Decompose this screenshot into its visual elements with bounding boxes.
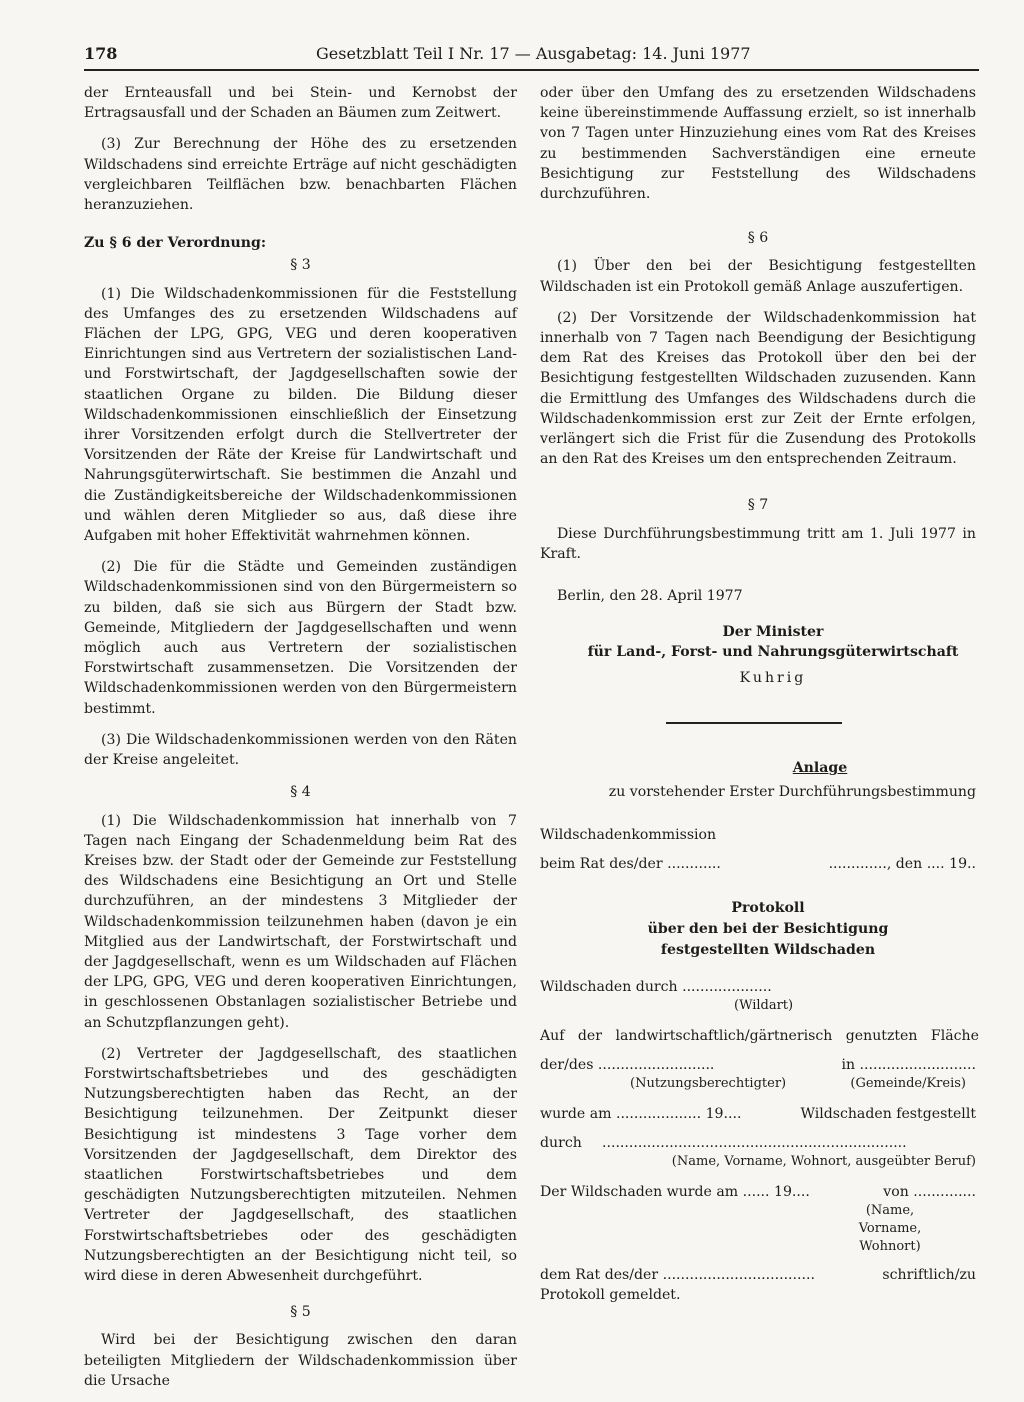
annex-title: Anlage: [792, 760, 848, 777]
intro-paragraph: der Ernteausfall und bei Stein- und Kernobst der Ertragsausfall und der Schaden an Bäumen zum Zeitwert.: [84, 85, 517, 122]
section-6-paragraph-1: (1) Über den bei der Besichtigung festgestellten Wildschaden ist ein Protokoll gemäß Anlage auszufertigen.: [540, 258, 976, 295]
area-line: Auf der landwirtschaftlich/gärtnerisch genutzten Fläche: [540, 1027, 979, 1044]
right-column: [540, 83, 979, 1305]
section-4-heading: § 4: [290, 784, 311, 801]
by-line: durch ....................................................................: [540, 1134, 907, 1151]
gazette-title: Gesetzblatt Teil I Nr. 17 — Ausgabetag: 14. Juni 1977: [316, 44, 751, 63]
left-column: [84, 83, 517, 1402]
determined-line: wurde am ................... 19.... Wildschaden festgestellt: [540, 1105, 976, 1122]
page-header: [84, 44, 984, 68]
paragraph-2-3: (3) Zur Berechnung der Höhe des zu ersetzenden Wildschadens sind erreichte Erträge auf nicht geschädigten vergleichbaren Teilflächen bzw. benachbarten Flächen heranzuziehen.: [84, 136, 517, 214]
page-number: 178: [84, 44, 118, 63]
game-species-line: Wildschaden durch ....................: [540, 978, 772, 995]
place-and-date: Berlin, den 28. April 1977: [557, 588, 743, 605]
section-7-paragraph: Diese Durchführungsbestimmung tritt am 1. Juli 1977 in Kraft.: [540, 525, 976, 562]
owner-captions: (Nutzungsberechtigter) (Gemeinde/Kreis): [630, 1075, 966, 1091]
protocol-form: [540, 825, 979, 1305]
section-3-paragraph-2: (2) Die für die Städte und Gemeinden zuständigen Wildschadenkommissionen sind von den Bürgermeistern so zu bilden, daß sie sich aus Bürgern der Stadt bzw. Gemeinde, Mitgliedern der Jagdgesellschaften und wenn möglich auch aus Vertretern der sozialistischen Forstwirtschaft zusammensetzen. Die Vorsitzenden der Wildschadenkommissionen werden von den Bürgermeistern bestimmt.: [84, 559, 517, 717]
reported-line: Der Wildschaden wurde am ...... 19.... von ..............: [540, 1183, 976, 1200]
minister-name: Kuhrig: [739, 670, 807, 687]
section-4-paragraph-2: (2) Vertreter der Jagdgesellschaft, des staatlichen Forstwirtschaftsbetriebes und des geschädigten Nutzungsberechtigten haben das Recht, an der Besichtigung teilzunehmen. Der Zeitpunkt dieser Besichtigung ist mindestens 3 Tage vorher dem Vorsitzenden der Jagdgesellschaft, dem Direktor des staatlichen Forstwirtschaftsbetriebes und dem geschädigten Nutzungsberechtigten mitzuteilen. Nehmen Vertreter der Jagdgesellschaft, des staatlichen Forstwirtschaftsbetriebes oder des geschädigten Nutzungsberechtigten an der Besichtigung nicht teil, so wird diese in deren Abwesenheit durchgeführt.: [84, 1045, 517, 1284]
section-3-heading: § 3: [290, 257, 311, 274]
section-6-heading: § 6: [747, 230, 769, 247]
rat-line-left: beim Rat des/der ............: [540, 855, 721, 872]
commission-label: Wildschadenkommission: [540, 826, 717, 843]
minister-title: Der Minister: [722, 624, 824, 641]
section-5-continuation: oder über den Umfang des zu ersetzenden Wildschadens keine übereinstimmende Auffassung erzielt, so ist innerhalb von 7 Tagen unter Hinzuziehung eines vom Rat des Kreises zu bestimmenden Sachverständigen eine erneute Besichtigung zur Feststellung des Wildschadens durchzuführen.: [540, 85, 976, 203]
section-5-heading: § 5: [290, 1304, 311, 1321]
section-3-paragraph-3: (3) Die Wildschadenkommissionen werden von den Räten der Kreise angeleitet.: [84, 731, 517, 769]
game-species-caption: (Wildart): [734, 997, 794, 1013]
section-6-paragraph-2: (2) Der Vorsitzende der Wildschadenkommission hat innerhalb von 7 Tagen nach Beendigung der Besichtigung dem Rat des Kreises das Protokoll über den bei der Besichtigung festgestellten Wildschaden zuzusenden. Kann die Ermittlung des Umfanges des Wildschadens durch die Wildschadenkommission erst zur Zeit der Ernte erfolgen, verlängert sich die Frist für die Zusendung des Protokolls an den Rat des Kreises um den entsprechenden Zeitraum.: [540, 309, 976, 468]
separator-rule: [666, 722, 842, 724]
reported-closing: Protokoll gemeldet.: [540, 1286, 681, 1303]
section-5-paragraph-1: Wird bei der Besichtigung zwischen den daran beteiligten Mitgliedern der Wildschadenkommission über die Ursache: [84, 1332, 517, 1389]
section-3-paragraph-1: (1) Die Wildschadenkommissionen für die Feststellung des Umfanges des zu ersetzenden Wildschadens auf Flächen der LPG, GPG, VEG und deren kooperativen Einrichtungen sind aus Vertretern der sozialistischen Land- und Forstwirtschaft, der Jagdgesellschaften sowie der staatlichen Organe zu bilden. Die Bildung dieser Wildschadenkommissionen einschließlich der Einsetzung ihrer Vorsitzenden erfolgt durch die Stellvertreter der Vorsitzenden der Räte der Kreise für Landwirtschaft und Nahrungsgüterwirtschaft. Sie bestimmen die Anzahl und die Zuständigkeitsbereiche der Wildschadenkommissionen und wählen deren Mitglieder so aus, daß diese ihre Aufgaben mit hoher Effektivität wahrnehmen können.: [84, 285, 517, 545]
ministry-name: für Land-, Forst- und Nahrungsgüterwirtschaft: [587, 644, 959, 661]
rat-line: [540, 854, 976, 874]
council-line: dem Rat des/der .................................. schriftlich/zu: [540, 1266, 976, 1283]
reporter-caption: (Name, Vorname, Wohnort): [858, 1202, 922, 1254]
annex-subtitle: zu vorstehender Erster Durchführungsbestimmung: [608, 784, 976, 801]
zu-section-heading: Zu § 6 der Verordnung:: [84, 235, 267, 252]
section-4-paragraph-1: (1) Die Wildschadenkommission hat innerhalb von 7 Tagen nach Eingang der Schadenmeldung beim Rat des Kreises bzw. der Stadt oder der Gemeinde zur Feststellung des Wildschadens eine Besichtigung an Ort und Stelle durchzuführen, an der mindestens 3 Mitglieder der Wildschadenkommission teilzunehmen haben (davon je ein Mitglied aus der Landwirtschaft, der Forstwirtschaft und der Jagdgesellschaft, wenn es um Wildschaden auf Flächen der LPG, GPG, VEG und deren kooperativen Einrichtungen, in geschlossenen Obstanlagen sozialistischer Betriebe und an Schutzpflanzungen geht).: [84, 812, 517, 1031]
rat-line-right: ............., den .... 19..: [828, 855, 976, 872]
by-caption: (Name, Vorname, Wohnort, ausgeübter Beruf): [671, 1153, 976, 1169]
protocol-title: Protokoll über den bei der Besichtigung festgestellten Wildschaden: [647, 899, 889, 958]
section-7-heading: § 7: [747, 497, 769, 514]
header-rule: [84, 69, 979, 71]
owner-line: der/des .......................... in ..........................: [540, 1056, 976, 1073]
signature-block: [540, 622, 976, 688]
